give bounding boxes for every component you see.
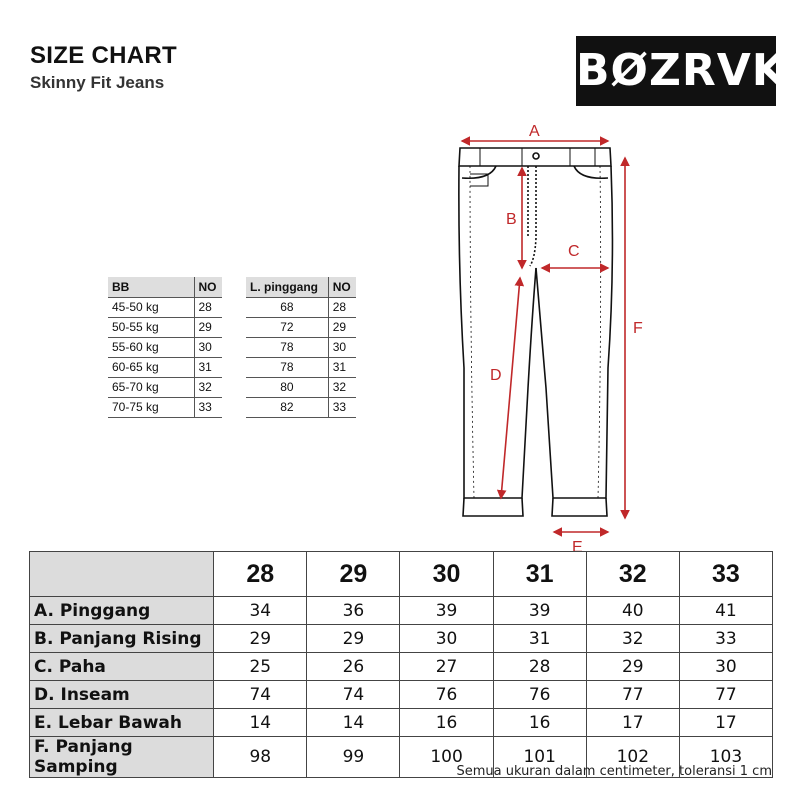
table-row	[246, 337, 356, 357]
size-header: 30	[400, 552, 493, 597]
measurement-value: 29	[214, 625, 307, 653]
waist-cell: 68	[246, 297, 328, 317]
measurement-label: E. Lebar Bawah	[30, 709, 214, 737]
measurement-value: 40	[586, 597, 679, 625]
footnote: Semua ukuran dalam centimeter, toleransi 1 cm	[456, 764, 772, 779]
table-row	[30, 597, 773, 625]
weight-range-cell: 65-70 kg	[108, 377, 194, 397]
table-row	[246, 377, 356, 397]
measurement-value: 77	[586, 681, 679, 709]
table-row	[30, 709, 773, 737]
measurement-value: 17	[586, 709, 679, 737]
weight-range-cell: 45-50 kg	[108, 297, 194, 317]
measurement-value: 98	[214, 737, 307, 778]
brand-logo-text: BØZRVK	[576, 45, 787, 96]
label-c: C	[568, 243, 580, 260]
measurement-value: 16	[400, 709, 493, 737]
measurement-labels	[490, 123, 643, 556]
page-title: SIZE CHART	[30, 42, 177, 69]
table-row	[108, 377, 222, 397]
weight-size-table	[108, 277, 222, 418]
size-number-cell: 31	[194, 357, 222, 377]
table-corner	[30, 552, 214, 597]
table-row	[246, 297, 356, 317]
waist-cell: 78	[246, 337, 328, 357]
measurement-label: A. Pinggang	[30, 597, 214, 625]
weight-range-cell: 50-55 kg	[108, 317, 194, 337]
measurement-value: 74	[307, 681, 400, 709]
label-d: D	[490, 367, 502, 384]
table-row	[108, 357, 222, 377]
measurement-value: 34	[214, 597, 307, 625]
page-subtitle: Skinny Fit Jeans	[30, 73, 165, 92]
measurement-value: 32	[586, 625, 679, 653]
number-header: NO	[328, 277, 356, 297]
label-b: B	[506, 211, 517, 228]
measurement-value: 17	[679, 709, 772, 737]
waist-cell: 82	[246, 397, 328, 417]
measurement-value: 39	[493, 597, 586, 625]
measurement-value: 29	[307, 625, 400, 653]
measurement-value: 30	[400, 625, 493, 653]
label-e: E	[572, 539, 583, 556]
measurement-value: 36	[307, 597, 400, 625]
measurement-value: 31	[493, 625, 586, 653]
measurement-value: 16	[493, 709, 586, 737]
jeans-outline	[459, 148, 613, 516]
size-number-cell: 31	[328, 357, 356, 377]
measurement-label: D. Inseam	[30, 681, 214, 709]
table-row	[30, 653, 773, 681]
table-row	[246, 397, 356, 417]
size-number-cell: 30	[328, 337, 356, 357]
size-number-cell: 28	[328, 297, 356, 317]
table-row	[246, 357, 356, 377]
table-row	[108, 317, 222, 337]
measurement-value: 100	[400, 737, 493, 778]
jeans-diagram	[450, 118, 650, 558]
size-number-cell: 29	[328, 317, 356, 337]
size-number-cell: 28	[194, 297, 222, 317]
measurement-value: 101	[493, 737, 586, 778]
weight-range-cell: 55-60 kg	[108, 337, 194, 357]
size-number-cell: 33	[328, 397, 356, 417]
measurement-value: 99	[307, 737, 400, 778]
size-header: 29	[307, 552, 400, 597]
measurement-label: C. Paha	[30, 653, 214, 681]
measurement-value: 14	[307, 709, 400, 737]
waist-size-table	[246, 277, 356, 418]
measurement-value: 27	[400, 653, 493, 681]
size-header: 31	[493, 552, 586, 597]
table-row	[108, 397, 222, 417]
measurement-value: 28	[493, 653, 586, 681]
size-number-cell: 29	[194, 317, 222, 337]
measurement-value: 30	[679, 653, 772, 681]
brand-logo	[576, 36, 787, 106]
size-number-cell: 33	[194, 397, 222, 417]
measurement-value: 39	[400, 597, 493, 625]
measurement-value: 74	[214, 681, 307, 709]
measurement-value: 76	[493, 681, 586, 709]
size-header: 32	[586, 552, 679, 597]
table-row	[30, 625, 773, 653]
waist-cell: 80	[246, 377, 328, 397]
weight-header: BB	[108, 277, 194, 297]
label-f: F	[633, 320, 643, 337]
measurement-label: F. Panjang Samping	[30, 737, 214, 778]
measurement-value: 26	[307, 653, 400, 681]
measurement-value: 14	[214, 709, 307, 737]
size-number-cell: 32	[194, 377, 222, 397]
measurement-value: 102	[586, 737, 679, 778]
measurement-value: 29	[586, 653, 679, 681]
size-header: 33	[679, 552, 772, 597]
measurement-label: B. Panjang Rising	[30, 625, 214, 653]
waist-cell: 72	[246, 317, 328, 337]
label-a: A	[529, 123, 540, 140]
table-row	[246, 317, 356, 337]
measurement-value: 41	[679, 597, 772, 625]
size-number-cell: 32	[328, 377, 356, 397]
measurement-value: 77	[679, 681, 772, 709]
measurement-value: 25	[214, 653, 307, 681]
size-header: 28	[214, 552, 307, 597]
weight-range-cell: 60-65 kg	[108, 357, 194, 377]
number-header: NO	[194, 277, 222, 297]
measurement-value: 103	[679, 737, 772, 778]
measurement-value: 76	[400, 681, 493, 709]
table-row	[30, 681, 773, 709]
measurement-value: 33	[679, 625, 772, 653]
weight-range-cell: 70-75 kg	[108, 397, 194, 417]
table-row	[108, 297, 222, 317]
waist-cell: 78	[246, 357, 328, 377]
size-number-cell: 30	[194, 337, 222, 357]
table-row	[108, 337, 222, 357]
size-measurement-table	[29, 551, 773, 778]
waist-header: L. pinggang	[246, 277, 328, 297]
